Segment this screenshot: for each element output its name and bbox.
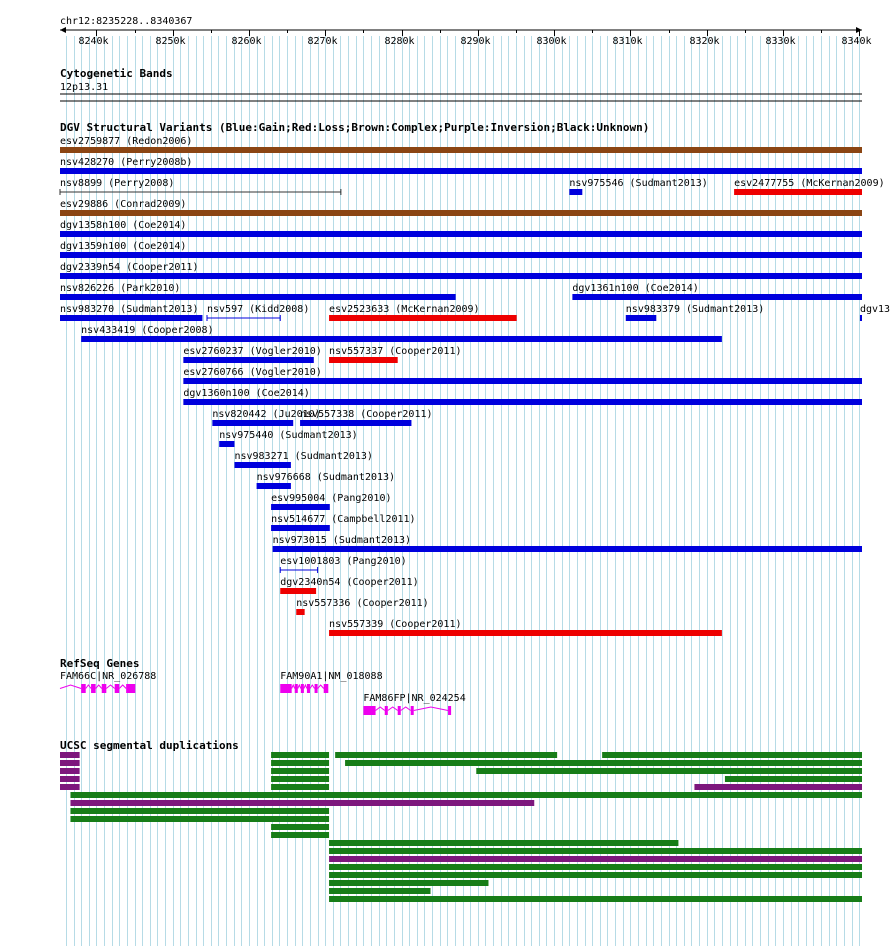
dgv-feature-label: esv995004 (Pang2010) — [271, 493, 392, 504]
dgv-feature-bar — [572, 294, 862, 300]
refseq-exon — [280, 684, 291, 693]
dgv-feature-bar — [60, 273, 862, 279]
dgv-feature-label: nsv983270 (Sudmant2013) — [60, 304, 199, 315]
dgv-feature-bar — [296, 609, 304, 615]
dgv-features — [60, 136, 890, 636]
dgv-feature-bar — [60, 168, 862, 174]
segdup-feature[interactable] — [725, 776, 862, 782]
segdup-feature[interactable] — [60, 784, 80, 790]
dgv-feature[interactable] — [60, 199, 862, 216]
dgv-feature-label: dgv2340n54 (Cooper2011) — [280, 577, 419, 588]
refseq-intron — [376, 707, 385, 711]
segdup-track-title: UCSC segmental duplications — [60, 739, 239, 752]
dgv-feature-bar — [569, 189, 582, 195]
ruler-tick-label: 8340k — [841, 36, 872, 47]
dgv-feature-label: esv2477755 (McKernan2009) — [734, 178, 885, 189]
refseq-intron — [60, 685, 81, 689]
dgv-feature[interactable] — [60, 220, 862, 237]
dgv-feature[interactable] — [60, 304, 202, 321]
dgv-feature-label: esv29886 (Conrad2009) — [60, 199, 187, 210]
position-label: chr12:8235228..8340367 — [60, 16, 193, 27]
dgv-feature-label: nsv557338 (Cooper2011) — [300, 409, 433, 420]
dgv-feature[interactable] — [300, 409, 432, 426]
dgv-feature[interactable] — [60, 262, 862, 279]
dgv-feature-bar — [860, 315, 862, 321]
refseq-gene-label: FAM86FP|NR_024254 — [363, 693, 466, 704]
dgv-feature-bar — [81, 336, 722, 342]
refseq-exon — [126, 684, 135, 693]
refseq-intron — [106, 685, 114, 689]
dgv-feature-label: nsv433419 (Cooper2008) — [81, 325, 214, 336]
dgv-feature-bar — [257, 483, 291, 489]
segdup-feature[interactable] — [335, 752, 557, 758]
dgv-feature[interactable] — [81, 325, 722, 342]
dgv-feature-label: nsv983379 (Sudmant2013) — [625, 304, 765, 315]
segdup-feature[interactable] — [60, 752, 80, 758]
dgv-feature-bar — [626, 315, 657, 321]
ruler-left-arrow-icon — [60, 27, 66, 33]
dgv-feature[interactable] — [60, 241, 862, 258]
segdup-feature[interactable] — [476, 768, 862, 774]
dgv-feature-label: nsv557337 (Cooper2011) — [329, 346, 462, 357]
cytoband-label: 12p13.31 — [60, 82, 109, 93]
dgv-feature-bar — [60, 231, 862, 237]
refseq-exon — [385, 706, 388, 715]
segdup-feature[interactable] — [271, 784, 329, 790]
segdup-feature[interactable] — [271, 832, 329, 838]
dgv-feature-bar — [60, 252, 862, 258]
segdup-feature[interactable] — [70, 816, 329, 822]
refseq-exon — [307, 684, 310, 693]
refseq-intron — [86, 685, 91, 689]
refseq-features — [60, 671, 466, 715]
dgv-feature-bar — [60, 210, 862, 216]
ruler-tick-label: 8240k — [78, 36, 109, 47]
dgv-feature-label: nsv557336 (Cooper2011) — [296, 598, 429, 609]
dgv-feature[interactable] — [60, 178, 341, 195]
ruler-tick-label: 8320k — [689, 36, 720, 47]
refseq-exon — [398, 706, 401, 715]
dgv-feature-bar — [60, 315, 202, 321]
dgv-feature-label: nsv8899 (Perry2008) — [60, 178, 175, 189]
refseq-exon — [115, 684, 120, 693]
dgv-feature-label: dgv1361n100 (Coe2014) — [572, 283, 699, 294]
dgv-feature-bar — [734, 189, 862, 195]
dgv-feature[interactable] — [271, 493, 391, 510]
dgv-feature[interactable] — [626, 304, 764, 321]
refseq-intron — [298, 685, 301, 689]
refseq-gene-label: FAM90A1|NM_018088 — [280, 671, 383, 682]
dgv-feature-bar — [60, 147, 862, 153]
ruler-tick-label: 8310k — [612, 36, 643, 47]
refseq-exon — [448, 706, 451, 715]
dgv-feature-label: nsv975440 (Sudmant2013) — [219, 430, 358, 441]
dgv-feature[interactable] — [329, 346, 461, 363]
dgv-feature[interactable] — [329, 304, 517, 321]
dgv-feature[interactable] — [734, 178, 885, 195]
segdup-feature[interactable] — [60, 760, 80, 766]
dgv-feature-label: esv2760237 (Vogler2010) — [183, 346, 322, 357]
dgv-feature[interactable] — [860, 304, 890, 321]
ruler-tick-label: 8290k — [460, 36, 491, 47]
segdup-feature[interactable] — [329, 856, 862, 862]
dgv-feature[interactable] — [280, 556, 406, 573]
dgv-feature[interactable] — [60, 136, 862, 153]
dgv-feature-label: nsv976668 (Sudmant2013) — [256, 472, 396, 483]
ruler-tick-label: 8280k — [384, 36, 415, 47]
dgv-feature[interactable] — [273, 535, 862, 552]
segdup-feature[interactable] — [345, 760, 862, 766]
dgv-feature-label: dgv13 — [859, 304, 890, 315]
refseq-intron — [304, 685, 307, 689]
segdup-feature[interactable] — [271, 760, 329, 766]
refseq-exon — [315, 684, 318, 693]
dgv-feature[interactable] — [296, 598, 428, 615]
dgv-feature-label: nsv983271 (Sudmant2013) — [234, 451, 373, 462]
dgv-feature-label: dgv2339n54 (Cooper2011) — [60, 262, 199, 273]
refseq-track-title: RefSeq Genes — [60, 657, 140, 670]
refseq-gene[interactable] — [363, 693, 465, 715]
ruler-tick-label: 8330k — [765, 36, 796, 47]
dgv-track — [60, 121, 890, 636]
ruler-track — [60, 16, 872, 47]
dgv-feature-label: dgv1360n100 (Coe2014) — [183, 388, 310, 399]
segdup-feature[interactable] — [70, 808, 329, 814]
dgv-feature-bar — [329, 357, 398, 363]
dgv-feature-bar — [234, 462, 290, 468]
segdup-feature[interactable] — [329, 896, 862, 902]
dgv-feature-label: nsv557339 (Cooper2011) — [329, 619, 462, 630]
segdup-feature[interactable] — [60, 776, 80, 782]
segdup-feature[interactable] — [694, 784, 862, 790]
dgv-feature[interactable] — [572, 283, 862, 300]
refseq-exon — [301, 684, 304, 693]
dgv-feature-bar — [183, 399, 862, 405]
refseq-intron — [119, 685, 126, 689]
cytoband-track-title: Cytogenetic Bands — [60, 67, 173, 80]
dgv-feature[interactable] — [183, 346, 321, 363]
segdup-feature[interactable] — [70, 800, 534, 806]
refseq-track — [60, 657, 466, 715]
dgv-feature-label: nsv597 (Kidd2008) — [207, 304, 310, 315]
dgv-feature-label: esv2523633 (McKernan2009) — [329, 304, 480, 315]
dgv-feature[interactable] — [329, 619, 722, 636]
dgv-feature[interactable] — [234, 451, 372, 468]
dgv-feature-bar — [271, 525, 330, 531]
segdup-feature[interactable] — [271, 776, 329, 782]
dgv-feature[interactable] — [219, 430, 357, 447]
segdup-feature[interactable] — [60, 768, 80, 774]
dgv-feature-bar — [183, 357, 313, 363]
refseq-exon — [91, 684, 96, 693]
dgv-feature-label: esv1001803 (Pang2010) — [280, 556, 407, 567]
ruler-tick-label: 8300k — [536, 36, 567, 47]
ruler-tick-label: 8260k — [231, 36, 262, 47]
dgv-feature-bar — [219, 441, 234, 447]
dgv-feature-label: nsv514677 (Campbell2011) — [271, 514, 416, 525]
segdup-feature[interactable] — [329, 840, 678, 846]
dgv-feature[interactable] — [207, 304, 309, 321]
dgv-feature-label: nsv826226 (Park2010) — [60, 283, 181, 294]
segdup-feature[interactable] — [329, 872, 862, 878]
segdup-feature[interactable] — [602, 752, 862, 758]
dgv-feature-bar — [329, 315, 517, 321]
segdup-feature[interactable] — [271, 768, 329, 774]
refseq-exon — [81, 684, 86, 693]
refseq-exon — [411, 706, 414, 715]
segdup-feature[interactable] — [329, 880, 488, 886]
dgv-feature-label: dgv1358n100 (Coe2014) — [60, 220, 187, 231]
dgv-feature[interactable] — [280, 577, 418, 594]
dgv-feature-bar — [329, 630, 722, 636]
segdup-feature[interactable] — [70, 792, 862, 798]
refseq-exon — [295, 684, 298, 693]
ruler-tick-label: 8250k — [155, 36, 186, 47]
segdup-feature[interactable] — [329, 848, 862, 854]
dgv-feature-bar — [300, 420, 411, 426]
dgv-track-title: DGV Structural Variants (Blue:Gain;Red:Loss;Brown:Complex;Purple:Inversion;Black:Unknown) — [60, 121, 650, 134]
refseq-exon — [363, 706, 375, 715]
dgv-feature-label: dgv1359n100 (Coe2014) — [60, 241, 187, 252]
segdup-feature[interactable] — [329, 864, 862, 870]
dgv-feature[interactable] — [60, 157, 862, 174]
segdup-feature[interactable] — [329, 888, 430, 894]
dgv-feature-label: esv2760766 (Vogler2010) — [183, 367, 322, 378]
segdup-feature[interactable] — [271, 824, 329, 830]
dgv-feature-bar — [273, 546, 862, 552]
refseq-intron — [292, 685, 295, 689]
dgv-feature-label: nsv428270 (Perry2008b) — [60, 157, 193, 168]
refseq-exon — [324, 684, 329, 693]
dgv-feature[interactable] — [271, 514, 416, 531]
dgv-feature-bar — [280, 588, 316, 594]
dgv-feature-bar — [183, 378, 862, 384]
refseq-intron — [388, 707, 398, 711]
dgv-feature-label: nsv820442 (Ju2010) — [212, 409, 321, 420]
dgv-feature-bar — [212, 420, 293, 426]
segdup-feature[interactable] — [271, 752, 329, 758]
ruler-tick-label: 8270k — [307, 36, 338, 47]
refseq-gene-label: FAM66C|NR_026788 — [60, 671, 157, 682]
refseq-exon — [102, 684, 107, 693]
dgv-feature-label: esv2759877 (Redon2006) — [60, 136, 193, 147]
refseq-intron — [414, 707, 448, 711]
dgv-feature-label: nsv973015 (Sudmant2013) — [272, 535, 412, 546]
dgv-feature-bar — [271, 504, 330, 510]
dgv-feature-label: nsv975546 (Sudmant2013) — [569, 178, 708, 189]
dgv-feature-bar — [60, 294, 456, 300]
